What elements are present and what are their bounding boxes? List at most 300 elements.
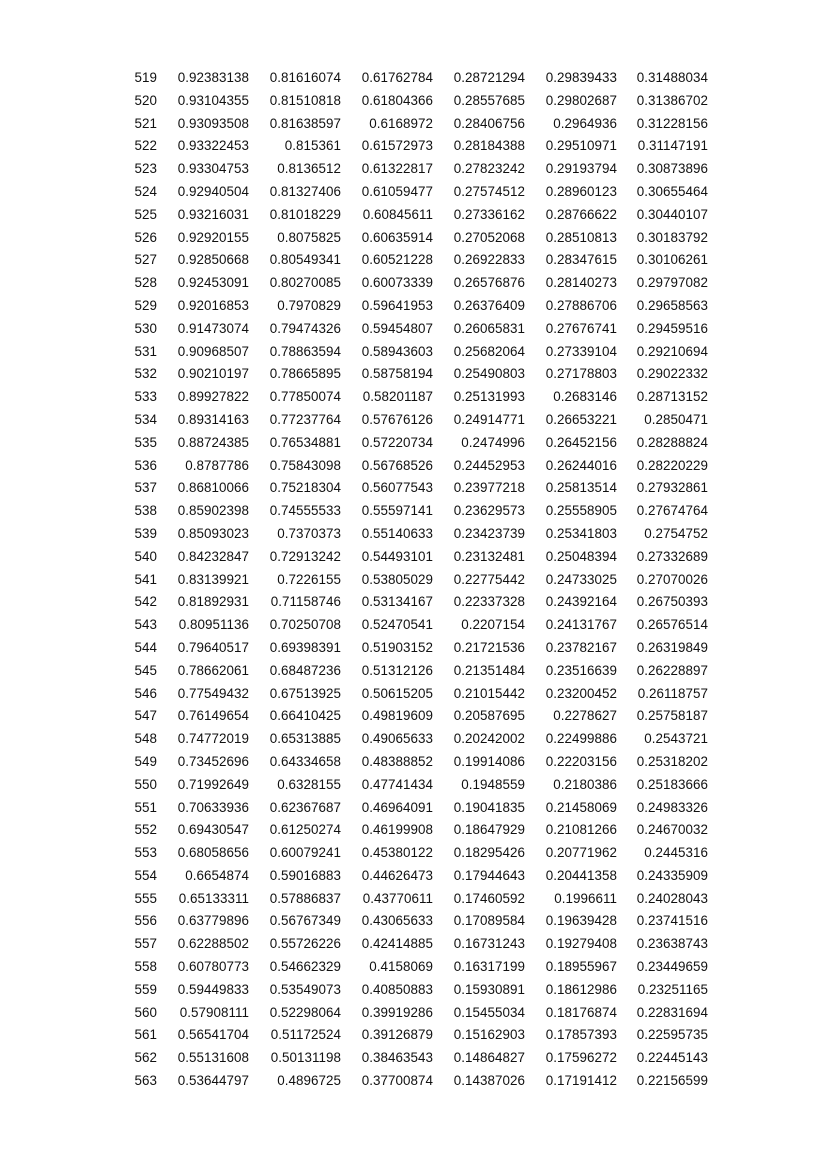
value-cell: 0.66410425: [269, 708, 341, 724]
value-cell: 0.79474326: [269, 320, 341, 336]
value-cell: 0.14864827: [453, 1050, 525, 1066]
value-cell: 0.23977218: [453, 480, 525, 496]
row-index-cell: 556: [134, 913, 157, 929]
value-cell: 0.29839433: [545, 70, 617, 85]
row-index-cell: 533: [134, 389, 157, 405]
table-row: [122, 90, 708, 113]
value-cell: 0.25048394: [545, 548, 617, 564]
table-row: [122, 1024, 708, 1047]
value-cell: 0.26228897: [636, 662, 708, 678]
row-index-cell: 530: [134, 320, 157, 336]
row-index-cell: 541: [134, 571, 157, 587]
value-cell: 0.24131767: [545, 617, 617, 633]
value-cell: 0.59016883: [269, 867, 341, 883]
row-index-cell: 562: [134, 1050, 157, 1066]
value-cell: 0.30106261: [636, 252, 708, 268]
value-cell: 0.23629573: [453, 503, 525, 519]
value-cell: 0.60079241: [269, 845, 341, 861]
value-cell: 0.23741516: [636, 913, 708, 929]
value-cell: 0.92383138: [177, 70, 249, 85]
table-row: [122, 1047, 708, 1070]
value-cell: 0.31228156: [636, 115, 708, 131]
table-row: [122, 1002, 708, 1025]
value-cell: 0.2683146: [553, 389, 617, 405]
value-cell: 0.18295426: [453, 845, 525, 861]
table-row: [122, 705, 708, 728]
table-row: [122, 546, 708, 569]
value-cell: 0.27339104: [545, 343, 617, 359]
value-cell: 0.23132481: [453, 548, 525, 564]
table-row: [122, 614, 708, 637]
value-cell: 0.39919286: [361, 1004, 433, 1020]
value-cell: 0.25558905: [545, 503, 617, 519]
value-cell: 0.81616074: [269, 70, 341, 85]
value-cell: 0.58758194: [361, 366, 433, 382]
row-index-cell: 555: [134, 890, 157, 906]
value-cell: 0.25341803: [545, 525, 617, 541]
value-cell: 0.28140273: [545, 275, 617, 291]
row-index-cell: 559: [134, 981, 157, 997]
value-cell: 0.61804366: [361, 92, 433, 108]
value-cell: 0.28721294: [453, 70, 525, 85]
value-cell: 0.43770611: [362, 890, 433, 906]
table-row: [122, 569, 708, 592]
value-cell: 0.27070026: [636, 571, 708, 587]
value-cell: 0.46964091: [361, 799, 433, 815]
value-cell: 0.81510818: [269, 92, 341, 108]
value-cell: 0.27052068: [453, 229, 525, 245]
row-index-cell: 523: [134, 161, 157, 177]
row-index-cell: 535: [134, 434, 157, 450]
value-cell: 0.22337328: [453, 594, 525, 610]
table-row: [122, 683, 708, 706]
value-cell: 0.76149654: [177, 708, 249, 724]
table-row: [122, 910, 708, 933]
value-cell: 0.28960123: [545, 183, 617, 199]
table-row: [122, 249, 708, 272]
value-cell: 0.4158069: [369, 959, 433, 975]
value-cell: 0.20242002: [453, 731, 525, 747]
value-cell: 0.26922833: [453, 252, 525, 268]
value-cell: 0.30440107: [636, 206, 708, 222]
table-row: [122, 363, 708, 386]
value-cell: 0.30183792: [636, 229, 708, 245]
value-cell: 0.60073339: [361, 275, 433, 291]
value-cell: 0.53805029: [361, 571, 433, 587]
value-cell: 0.61250274: [269, 822, 341, 838]
value-cell: 0.89927822: [177, 389, 249, 405]
value-cell: 0.55597141: [361, 503, 433, 519]
value-cell: 0.6654874: [185, 867, 249, 883]
value-cell: 0.78662061: [177, 662, 249, 678]
row-index-cell: 548: [134, 731, 157, 747]
value-cell: 0.58201187: [362, 389, 433, 405]
value-cell: 0.90968507: [177, 343, 249, 359]
value-cell: 0.31488034: [636, 70, 708, 85]
value-cell: 0.4896725: [277, 1073, 341, 1089]
value-cell: 0.52298064: [269, 1004, 341, 1020]
value-cell: 0.57886837: [269, 890, 341, 906]
table-row: [122, 432, 708, 455]
value-cell: 0.59641953: [361, 297, 433, 313]
value-cell: 0.19279408: [545, 936, 617, 952]
table-row: [122, 135, 708, 158]
value-cell: 0.57676126: [361, 411, 433, 427]
value-cell: 0.8787786: [185, 457, 249, 473]
value-cell: 0.92920155: [177, 229, 249, 245]
value-cell: 0.2278627: [553, 708, 617, 724]
value-cell: 0.73452696: [177, 753, 249, 769]
row-index-cell: 537: [134, 480, 157, 496]
value-cell: 0.72913242: [269, 548, 341, 564]
value-cell: 0.53549073: [269, 981, 341, 997]
value-cell: 0.93304753: [177, 161, 249, 177]
table-row: [122, 455, 708, 478]
value-cell: 0.22445143: [636, 1050, 708, 1066]
value-cell: 0.24335909: [636, 867, 708, 883]
value-cell: 0.19914086: [453, 753, 525, 769]
value-cell: 0.6168972: [369, 115, 433, 131]
row-index-cell: 547: [134, 708, 157, 724]
value-cell: 0.24670032: [636, 822, 708, 838]
value-cell: 0.25490803: [453, 366, 525, 382]
value-cell: 0.31147191: [637, 138, 708, 154]
table-row: [122, 272, 708, 295]
table-row: [122, 295, 708, 318]
value-cell: 0.16731243: [453, 936, 525, 952]
value-cell: 0.71992649: [177, 776, 249, 792]
value-cell: 0.14387026: [453, 1073, 525, 1089]
row-index-cell: 551: [134, 799, 157, 815]
value-cell: 0.81327406: [269, 183, 341, 199]
table-row: [122, 341, 708, 364]
table-row: [122, 888, 708, 911]
value-cell: 0.2180386: [553, 776, 617, 792]
table-row: [122, 318, 708, 341]
value-cell: 0.63779896: [177, 913, 249, 929]
value-cell: 0.15930891: [453, 981, 525, 997]
value-cell: 0.55726226: [269, 936, 341, 952]
row-index-cell: 522: [134, 138, 157, 154]
value-cell: 0.60521228: [361, 252, 433, 268]
value-cell: 0.25813514: [545, 480, 617, 496]
value-cell: 0.50131198: [270, 1050, 341, 1066]
row-index-cell: 534: [134, 411, 157, 427]
value-cell: 0.17460592: [453, 890, 525, 906]
value-cell: 0.24452953: [453, 457, 525, 473]
row-index-cell: 553: [134, 845, 157, 861]
value-cell: 0.61322817: [361, 161, 433, 177]
value-cell: 0.28510813: [545, 229, 617, 245]
value-cell: 0.64334658: [269, 753, 341, 769]
row-index-cell: 546: [134, 685, 157, 701]
value-cell: 0.22156599: [636, 1073, 708, 1089]
value-cell: 0.86810066: [177, 480, 249, 496]
value-cell: 0.58943603: [361, 343, 433, 359]
value-cell: 0.80270085: [269, 275, 341, 291]
value-cell: 0.23200452: [545, 685, 617, 701]
row-index-cell: 540: [134, 548, 157, 564]
value-cell: 0.38463543: [361, 1050, 433, 1066]
value-cell: 0.85902398: [177, 503, 249, 519]
row-index-cell: 528: [134, 275, 157, 291]
table-row: [122, 842, 708, 865]
value-cell: 0.8075825: [277, 229, 341, 245]
value-cell: 0.28406756: [453, 115, 525, 131]
data-table: [122, 67, 708, 1093]
value-cell: 0.27823242: [453, 161, 525, 177]
table-row: [122, 591, 708, 614]
value-cell: 0.26376409: [453, 297, 525, 313]
value-cell: 0.27932861: [636, 480, 708, 496]
value-cell: 0.93322453: [177, 138, 249, 154]
value-cell: 0.2445316: [644, 845, 708, 861]
value-cell: 0.77549432: [177, 685, 249, 701]
row-index-cell: 527: [134, 252, 157, 268]
row-index-cell: 526: [134, 229, 157, 245]
value-cell: 0.25183666: [636, 776, 708, 792]
row-index-cell: 557: [134, 936, 157, 952]
row-index-cell: 554: [134, 867, 157, 883]
value-cell: 0.29797082: [636, 275, 708, 291]
table-row: [122, 113, 708, 136]
value-cell: 0.815361: [284, 138, 341, 154]
value-cell: 0.31386702: [636, 92, 708, 108]
row-index-cell: 525: [134, 206, 157, 222]
value-cell: 0.55131608: [177, 1050, 249, 1066]
value-cell: 0.25318202: [636, 753, 708, 769]
value-cell: 0.29658563: [636, 297, 708, 313]
value-cell: 0.65133311: [178, 890, 249, 906]
value-cell: 0.92453091: [177, 275, 249, 291]
table-row: [122, 477, 708, 500]
value-cell: 0.26319849: [636, 639, 708, 655]
value-cell: 0.93216031: [177, 206, 249, 222]
value-cell: 0.60845611: [362, 206, 433, 222]
value-cell: 0.18955967: [545, 959, 617, 975]
row-index-cell: 539: [134, 525, 157, 541]
value-cell: 0.30873896: [636, 161, 708, 177]
row-index-cell: 536: [134, 457, 157, 473]
value-cell: 0.43065633: [361, 913, 433, 929]
row-index-cell: 563: [134, 1073, 157, 1089]
value-cell: 0.29459516: [636, 320, 708, 336]
value-cell: 0.7226155: [277, 571, 341, 587]
value-cell: 0.89314163: [177, 411, 249, 427]
value-cell: 0.51172524: [270, 1027, 341, 1043]
value-cell: 0.17191412: [545, 1073, 617, 1089]
value-cell: 0.93093508: [177, 115, 249, 131]
value-cell: 0.25682064: [453, 343, 525, 359]
value-cell: 0.80549341: [269, 252, 341, 268]
value-cell: 0.70250708: [269, 617, 341, 633]
value-cell: 0.28766622: [545, 206, 617, 222]
value-cell: 0.48388852: [361, 753, 433, 769]
row-index-cell: 524: [134, 183, 157, 199]
value-cell: 0.76534881: [269, 434, 341, 450]
value-cell: 0.50615205: [361, 685, 433, 701]
row-index-cell: 545: [134, 662, 157, 678]
value-cell: 0.92940504: [177, 183, 249, 199]
value-cell: 0.22499886: [545, 731, 617, 747]
table-row: [122, 660, 708, 683]
value-cell: 0.49819609: [361, 708, 433, 724]
value-cell: 0.39126879: [361, 1027, 433, 1043]
table-row: [122, 181, 708, 204]
table-row: [122, 956, 708, 979]
value-cell: 0.90210197: [177, 366, 249, 382]
value-cell: 0.26750393: [636, 594, 708, 610]
row-index-cell: 529: [134, 297, 157, 313]
value-cell: 0.22203156: [545, 753, 617, 769]
value-cell: 0.54662329: [269, 959, 341, 975]
value-cell: 0.23423739: [453, 525, 525, 541]
value-cell: 0.24983326: [636, 799, 708, 815]
row-index-cell: 531: [134, 343, 157, 359]
row-index-cell: 520: [134, 92, 157, 108]
value-cell: 0.18176874: [545, 1004, 617, 1020]
row-index-cell: 561: [134, 1027, 157, 1043]
value-cell: 0.51903152: [361, 639, 433, 655]
value-cell: 0.77237764: [269, 411, 341, 427]
value-cell: 0.29193794: [545, 161, 617, 177]
value-cell: 0.28184388: [453, 138, 525, 154]
value-cell: 0.2474996: [461, 434, 525, 450]
value-cell: 0.27332689: [636, 548, 708, 564]
value-cell: 0.83139921: [177, 571, 249, 587]
value-cell: 0.17857393: [545, 1027, 617, 1043]
value-cell: 0.40850883: [361, 981, 433, 997]
table-row: [122, 409, 708, 432]
row-index-cell: 549: [134, 753, 157, 769]
value-cell: 0.71158746: [270, 594, 341, 610]
value-cell: 0.29022332: [636, 366, 708, 382]
value-cell: 0.28347615: [545, 252, 617, 268]
row-index-cell: 560: [134, 1004, 157, 1020]
value-cell: 0.68487236: [269, 662, 341, 678]
value-cell: 0.24028043: [636, 890, 708, 906]
value-cell: 0.2850471: [644, 411, 708, 427]
table-row: [122, 819, 708, 842]
value-cell: 0.93104355: [177, 92, 249, 108]
table-row: [122, 204, 708, 227]
row-index-cell: 543: [134, 617, 157, 633]
value-cell: 0.65313885: [269, 731, 341, 747]
value-cell: 0.27676741: [545, 320, 617, 336]
value-cell: 0.55140633: [361, 525, 433, 541]
table-row: [122, 500, 708, 523]
value-cell: 0.59449833: [177, 981, 249, 997]
value-cell: 0.26452156: [545, 434, 617, 450]
value-cell: 0.24392164: [545, 594, 617, 610]
row-index-cell: 542: [134, 594, 157, 610]
value-cell: 0.56768526: [361, 457, 433, 473]
value-cell: 0.2207154: [461, 617, 525, 633]
value-cell: 0.25131993: [453, 389, 525, 405]
value-cell: 0.70633936: [177, 799, 249, 815]
value-cell: 0.74555533: [269, 503, 341, 519]
value-cell: 0.26244016: [545, 457, 617, 473]
value-cell: 0.60780773: [177, 959, 249, 975]
table-row: [122, 227, 708, 250]
value-cell: 0.29210694: [636, 343, 708, 359]
value-cell: 0.77850074: [269, 389, 341, 405]
value-cell: 0.75218304: [269, 480, 341, 496]
table-row: [122, 933, 708, 956]
value-cell: 0.78863594: [269, 343, 341, 359]
row-index-cell: 519: [134, 70, 157, 85]
value-cell: 0.85093023: [177, 525, 249, 541]
value-cell: 0.57220734: [361, 434, 433, 450]
value-cell: 0.23782167: [545, 639, 617, 655]
value-cell: 0.92016853: [177, 297, 249, 313]
value-cell: 0.2543721: [644, 731, 708, 747]
value-cell: 0.30655464: [636, 183, 708, 199]
row-index-cell: 550: [134, 776, 157, 792]
value-cell: 0.22831694: [636, 1004, 708, 1020]
value-cell: 0.6328155: [277, 776, 341, 792]
value-cell: 0.2964936: [553, 115, 617, 131]
table-row: [122, 637, 708, 660]
value-cell: 0.15162903: [453, 1027, 525, 1043]
value-cell: 0.51312126: [361, 662, 433, 678]
value-cell: 0.21458069: [545, 799, 617, 815]
value-cell: 0.23251165: [637, 981, 708, 997]
value-cell: 0.61762784: [361, 70, 433, 85]
value-cell: 0.7370373: [277, 525, 341, 541]
value-cell: 0.59454807: [361, 320, 433, 336]
value-cell: 0.45380122: [361, 845, 433, 861]
value-cell: 0.81892931: [177, 594, 249, 610]
value-cell: 0.2754752: [644, 525, 708, 541]
table-row: [122, 751, 708, 774]
value-cell: 0.69430547: [177, 822, 249, 838]
value-cell: 0.23449659: [636, 959, 708, 975]
value-cell: 0.27674764: [636, 503, 708, 519]
table-row: [122, 523, 708, 546]
value-cell: 0.53644797: [177, 1073, 249, 1089]
table-row: [122, 1070, 708, 1093]
value-cell: 0.16317199: [453, 959, 525, 975]
value-cell: 0.78665895: [269, 366, 341, 382]
value-cell: 0.53134167: [361, 594, 433, 610]
value-cell: 0.81018229: [269, 206, 341, 222]
value-cell: 0.44626473: [361, 867, 433, 883]
value-cell: 0.56541704: [177, 1027, 249, 1043]
value-cell: 0.22595735: [636, 1027, 708, 1043]
table-row: [122, 67, 708, 90]
row-index-cell: 532: [134, 366, 157, 382]
row-index-cell: 521: [134, 115, 157, 131]
value-cell: 0.52470541: [361, 617, 433, 633]
row-index-cell: 544: [134, 639, 157, 655]
value-cell: 0.57908111: [179, 1004, 249, 1020]
value-cell: 0.22775442: [453, 571, 525, 587]
value-cell: 0.62288502: [177, 936, 249, 952]
value-cell: 0.81638597: [269, 115, 341, 131]
value-cell: 0.28220229: [636, 457, 708, 473]
value-cell: 0.75843098: [269, 457, 341, 473]
value-cell: 0.62367687: [269, 799, 341, 815]
value-cell: 0.27336162: [453, 206, 525, 222]
value-cell: 0.80951136: [178, 617, 249, 633]
value-cell: 0.18647929: [453, 822, 525, 838]
value-cell: 0.56077543: [361, 480, 433, 496]
value-cell: 0.61572973: [361, 138, 433, 154]
value-cell: 0.69398391: [269, 639, 341, 655]
value-cell: 0.67513925: [269, 685, 341, 701]
value-cell: 0.8136512: [277, 161, 341, 177]
